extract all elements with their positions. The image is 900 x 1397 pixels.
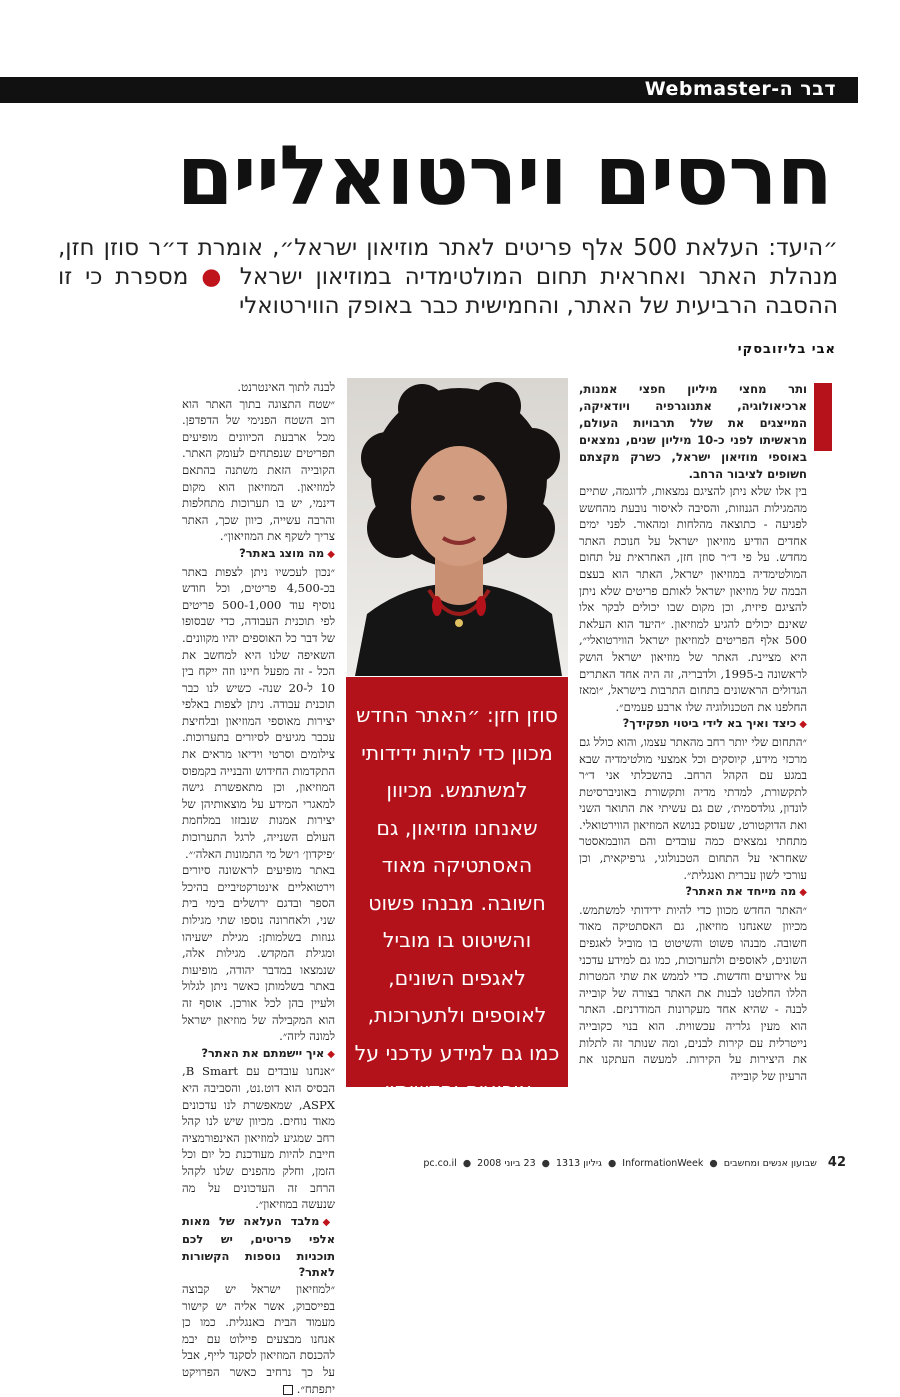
section-band	[0, 77, 858, 103]
body-paragraph: ״התחום שלי יותר רחב מהאתר עצמו, והוא כולל גם מרכזי מידע, קיוסקים וכל אמצעי מולטימדיה שבא במגע עם הקהל הרחב. בהשכלתי אני ד״ר לתקשורת, למדתי מדיה ותקשורת באוניברסיטת לונדון, גולדסמית׳, שם גם עשיתי את התואר השני ואת הדוקטורט, שעוסק בנושא המוזיאון הווירטואלי. מתחתי נמצאים כמה עובדים והם הוובמאסטר שאחראי על התחום הטכנולוגי, גרפיקאית, וכן עורכי לשון עברית ואנגלית״.	[579, 734, 807, 882]
question-text: מה מייחד את האתר?	[685, 884, 797, 899]
diamond-icon: ◆	[322, 1216, 335, 1228]
footer-publication: שבועון אנשים ומחשבים	[723, 1158, 817, 1169]
footer-bullet: ●	[541, 1158, 550, 1169]
interview-question	[182, 1045, 335, 1064]
article-column-left	[182, 379, 335, 1397]
body-paragraph: ״אנחנו עובדים עם B Smart, הבסיס הוא דוט.נט, והסביבה היא ASPX, שמאפשרת לנו עדכונים מאוד נוחים. מכיוון שיש לנו קהל רחב שמגיע למוזיאון האינפורמציה חייבת להיות מעודכנת כל יום וכל הזמן, וחלק מהפנים שלנו לקהל הרחב זה העדכונים על מה שנעשה במוזיאון״.	[182, 1064, 335, 1212]
headline: חרסים וירטואליים	[176, 129, 832, 224]
portrait-photo	[347, 378, 568, 676]
interview-question	[579, 715, 807, 734]
interview-question	[182, 1213, 335, 1281]
pull-quote-box	[346, 677, 568, 1102]
lead-bullet: ●	[201, 264, 227, 290]
question-text: מלבד העלאה של מאות אלפי פריטים, יש לכם תוכניות נוספות הקשורות לאתר?	[182, 1213, 335, 1280]
diamond-icon: ◆	[799, 887, 807, 899]
lead-text-start: ״היעד: העלאת 500 אלף פריטים לאתר מוזיאון ישראל״, אומרת ד״ר סוזן חזן, מנהלת האתר ואחראית תחום המולטימדיה במוזיאון ישראל	[58, 235, 839, 290]
body-paragraph: בין אלו שלא ניתן להציגם נמצאות, לדוגמה, שתיים מהמגילות הגנוזות, והסיבה לאיסור נובעת מהחשש לפגיעה - כתוצאה מהלחות ומהאור. לפני ימים אחדים הודיע מוזיאון ישראל על חנוכת האתר מחדש. על פי ד״ר סוזן חזן, האחראית על תחום המולטימדיה במוזיאון ישראל, האתר הוא בעצם הבמה של מוזיאון ישראל לאותם פריטים שלא ניתן להציגם פיזית, וכן מקום שבו יכולים לבקר אלו שאינם יכולים להגיע למוזיאון. ״היעד הוא העלאת 500 אלף הפריטים למוזיאון ישראל הווירטואלי״, היא מציינת. האתר של מוזיאון ישראל הושק לראשונה ב-1995, ולדבריה, זה היה אחד האתרים הגדולים הראשונים בתחום התרבות בישראל, ״ומאז החלפנו את הטכנולוגיה שלו ארבע פעמים״.	[579, 484, 807, 714]
accent-bar	[814, 383, 832, 451]
footer-brand: InformationWeek	[622, 1158, 704, 1169]
end-mark-icon	[283, 1385, 293, 1395]
footer-bullet: ●	[462, 1158, 472, 1169]
body-paragraph: ״שטח התצוגה בתוך האתר הוא רוב השטח הפנימי של הדפדפן. מכל ארבעת הכיוונים מופיעים תפריטים שנפתחים לעומק האתר. הקובייה הזאת משתנה בהתאם למוזיאון. המוזיאון הוא מקום דינמי, יש בו תערוכות מתחלפות והרבה עשייה, כיוון שכך, האתר צריך לשקף את המוזיאון״.	[182, 396, 335, 544]
article-column-right	[579, 381, 807, 1084]
question-text: איך יישמתם את האתר?	[201, 1045, 325, 1060]
interview-question	[579, 883, 807, 902]
body-paragraph	[182, 1281, 335, 1397]
question-text: מה מוצג באתר?	[239, 545, 325, 560]
lead-text-end: מספרת כי זו ההסבה הרביעית של האתר, והחמישית כבר באופק הווירטואלי	[58, 264, 838, 319]
lead-paragraph	[58, 234, 838, 321]
byline: אבי בליזובסקי	[737, 342, 836, 357]
interview-question	[182, 545, 335, 564]
body-paragraph: ״נכון לעכשיו ניתן לצפות באתר בכ-4,500 פריטים, וכל חודש נוסיף עוד 500-1,000 פריטים לפי תוכנית העבודה, כדי שבסופו של דבר כל האוספים יהיו מקוונים. השאיפה שלנו היא למחשב את הכל - זה מפעל חיינו וזה ייקח בין 10 ל-20 שנה- כשיש לנו כבר תוכנית עבודה. ניתן לצפות באלפי יצירות מאוספי המוזיאון ובלחיצת עכבר מגיעים לסיורים בתערוכות. צילומים וסרטי וידיאו מראים את התקדמות החידוש והבנייה בקמפוס המוזיאון, וכן מתאפשרת גישה למאגרי המידע על מוצאותיהן של יצירות אמנות שנבזזו במלחמת העולם השנייה, לרגל התערוכות ׳פיקדון׳ ו׳של מי התמונות האלה׳״.	[182, 564, 335, 861]
footer-issue: גיליון 1313	[555, 1158, 602, 1169]
diamond-icon: ◆	[327, 1048, 335, 1060]
footer-site: pc.co.il	[423, 1158, 457, 1169]
body-paragraph: ״האתר החדש מכוון כדי להיות ידידותי למשתמש. מכיוון שאנחנו מוזיאון, גם האסתטיקה מאוד חשובה. מבנהו פשוט והשיטוט בו מוביל לאגפים השונים, לאוספים ולתערוכות, כמו גם למידע עדכני על אירועים וחדשות. כדי לממש את שתי המטרות הללו החלטנו לבנות את האתר בצורה של קובייה לבנה - שהיא אחד מעקרונות המודרניזם. האתר הוא מעין גלריה עכשווית. הוא בנוי כקובייה נייטרלית עם קירות לבנים, ומה שנותר זה לתלות את היצירות על הקירות. למעשה העתקנו את הרעיון של קובייה	[579, 902, 807, 1083]
intro-paragraph: ותר מחצי מיליון חפצי אמנות, ארכיאולוגיה, אתנוגרפיה ויודאיקה, המייצגים את שלל תרבויות העולם, מראשיתו לפני כ-10 מיליון שנים, נמצאים באוספי מוזיאון ישראל, כשרק מקצתם חשופים לציבור הרחב.	[579, 382, 807, 481]
portrait-illustration	[347, 378, 568, 676]
footer-bullet: ●	[709, 1158, 718, 1169]
page-number: 42	[827, 1155, 846, 1170]
body-paragraph: באתר מופיעים לראשונה סיורים וירטואליים אינטרקטיביים בהיכל הספר ובדגם ירושלים בימי בית שני, ולאחרונה נוספו שתי מגילות גנוזות בשלמותן: מגילת ישעיהו ומגילת המקדש. מגילות אלה, שנמצאו במדבר יהודה, מופיעות באתר בשלמותן כאשר ניתן לגלול ולעיין בהן לכל אורכן. אוסף זה הוא המקבילה של מוזיאון ישראל למונה ליזה״.	[182, 863, 335, 1044]
page-footer	[418, 1155, 846, 1170]
question-text: כיצד ואיך בא לידי ביטוי תפקידך?	[622, 716, 797, 731]
footer-date: 23 ביוני 2008	[477, 1158, 536, 1169]
closing-text: ״למוזיאון ישראל יש קבוצה בפייסבוק, אשר אליה יש קישור מעמוד הבית באנגלית. כמו כן אנחנו מבצעים פיילוט עם יבמ להכנסת המוזיאון לסקנד לייף, אבל על כך נרחיב כאשר הפרויקט יתפתח״.	[182, 1282, 335, 1396]
pull-quote-text: סוזן חזן: ״האתר החדש מכוון כדי להיות ידידותי למשתמש. מכיוון שאנחנו מוזיאון, גם האסתטיקה מאוד חשובה. מבנהו פשוט והשיטוט בו מוביל לאגפים השונים, לאוספים ולתערוכות, כמו גם למידע עדכני על אירועים וחדשות״	[354, 703, 560, 1102]
body-paragraph: לבנה לתוך האינטרנט.	[237, 380, 335, 394]
diamond-icon: ◆	[799, 719, 807, 731]
footer-bullet: ●	[607, 1158, 617, 1169]
section-label: דבר ה-Webmaster	[644, 78, 836, 100]
diamond-icon: ◆	[327, 548, 335, 560]
